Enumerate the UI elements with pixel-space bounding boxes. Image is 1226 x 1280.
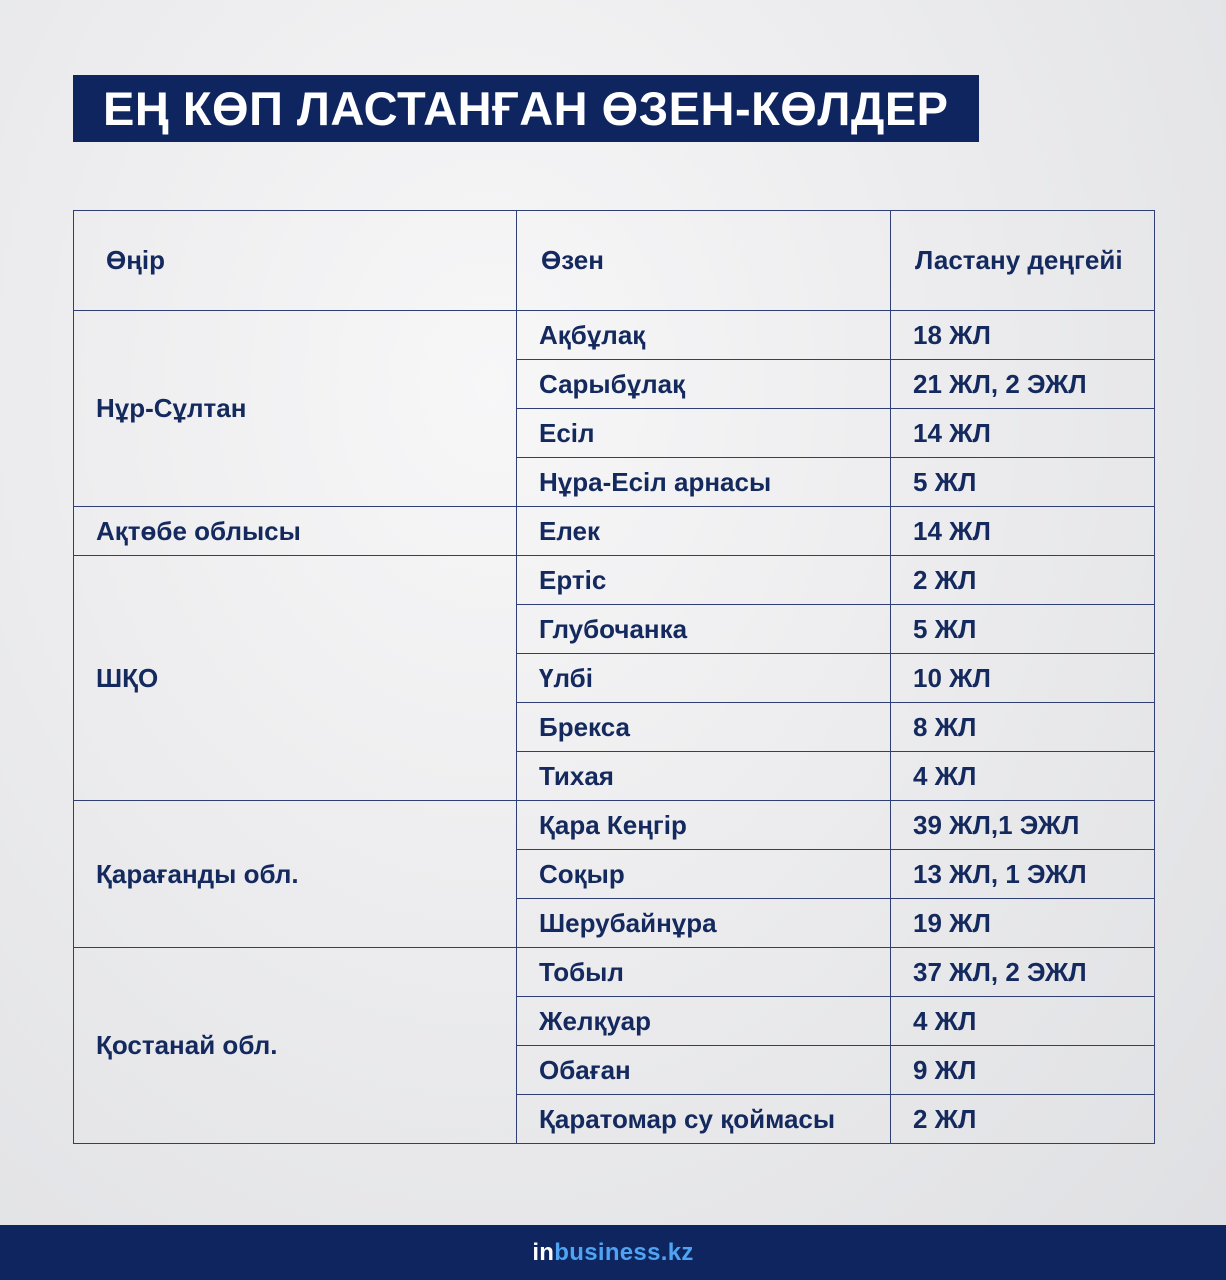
river-cell: Қаратомар су қоймасы bbox=[517, 1095, 891, 1144]
river-cell: Елек bbox=[517, 507, 891, 556]
region-cell: ШҚО bbox=[74, 556, 517, 801]
river-cell: Есіл bbox=[517, 409, 891, 458]
level-cell: 21 ЖЛ, 2 ЭЖЛ bbox=[891, 360, 1155, 409]
level-cell: 13 ЖЛ, 1 ЭЖЛ bbox=[891, 850, 1155, 899]
level-cell: 5 ЖЛ bbox=[891, 458, 1155, 507]
page-title: ЕҢ КӨП ЛАСТАНҒАН ӨЗЕН-КӨЛДЕР bbox=[103, 82, 949, 135]
level-cell: 4 ЖЛ bbox=[891, 997, 1155, 1046]
table-row bbox=[74, 801, 1155, 850]
river-cell: Шерубайнұра bbox=[517, 899, 891, 948]
footer-bar bbox=[0, 1225, 1226, 1280]
table-body bbox=[74, 311, 1155, 1144]
region-cell: Нұр-Сұлтан bbox=[74, 311, 517, 507]
table-header-row bbox=[74, 211, 1155, 311]
table-row bbox=[74, 556, 1155, 605]
header-river: Өзен bbox=[517, 211, 891, 311]
river-cell: Глубочанка bbox=[517, 605, 891, 654]
region-cell: Қарағанды обл. bbox=[74, 801, 517, 948]
region-cell: Қостанай обл. bbox=[74, 948, 517, 1144]
level-cell: 10 ЖЛ bbox=[891, 654, 1155, 703]
river-cell: Тихая bbox=[517, 752, 891, 801]
level-cell: 37 ЖЛ, 2 ЭЖЛ bbox=[891, 948, 1155, 997]
level-cell: 19 ЖЛ bbox=[891, 899, 1155, 948]
level-cell: 8 ЖЛ bbox=[891, 703, 1155, 752]
table-row bbox=[74, 311, 1155, 360]
river-cell: Брекса bbox=[517, 703, 891, 752]
logo-prefix: in bbox=[532, 1238, 555, 1266]
river-cell: Ақбұлақ bbox=[517, 311, 891, 360]
river-cell: Қара Кеңгір bbox=[517, 801, 891, 850]
level-cell: 5 ЖЛ bbox=[891, 605, 1155, 654]
level-cell: 2 ЖЛ bbox=[891, 1095, 1155, 1144]
brand-logo bbox=[532, 1239, 693, 1267]
river-cell: Сарыбұлақ bbox=[517, 360, 891, 409]
logo-rest: business.kz bbox=[554, 1238, 694, 1266]
river-cell: Ертіс bbox=[517, 556, 891, 605]
header-region: Өңір bbox=[74, 211, 517, 311]
table-row bbox=[74, 507, 1155, 556]
river-cell: Үлбі bbox=[517, 654, 891, 703]
level-cell: 18 ЖЛ bbox=[891, 311, 1155, 360]
pollution-table bbox=[73, 210, 1155, 1144]
river-cell: Желқуар bbox=[517, 997, 891, 1046]
header-level: Ластану деңгейі bbox=[891, 211, 1155, 311]
region-cell: Ақтөбе облысы bbox=[74, 507, 517, 556]
title-banner bbox=[73, 75, 979, 142]
level-cell: 9 ЖЛ bbox=[891, 1046, 1155, 1095]
level-cell: 39 ЖЛ,1 ЭЖЛ bbox=[891, 801, 1155, 850]
river-cell: Тобыл bbox=[517, 948, 891, 997]
level-cell: 14 ЖЛ bbox=[891, 409, 1155, 458]
river-cell: Соқыр bbox=[517, 850, 891, 899]
level-cell: 14 ЖЛ bbox=[891, 507, 1155, 556]
river-cell: Нұра-Есіл арнасы bbox=[517, 458, 891, 507]
level-cell: 4 ЖЛ bbox=[891, 752, 1155, 801]
river-cell: Обаған bbox=[517, 1046, 891, 1095]
table-row bbox=[74, 948, 1155, 997]
level-cell: 2 ЖЛ bbox=[891, 556, 1155, 605]
